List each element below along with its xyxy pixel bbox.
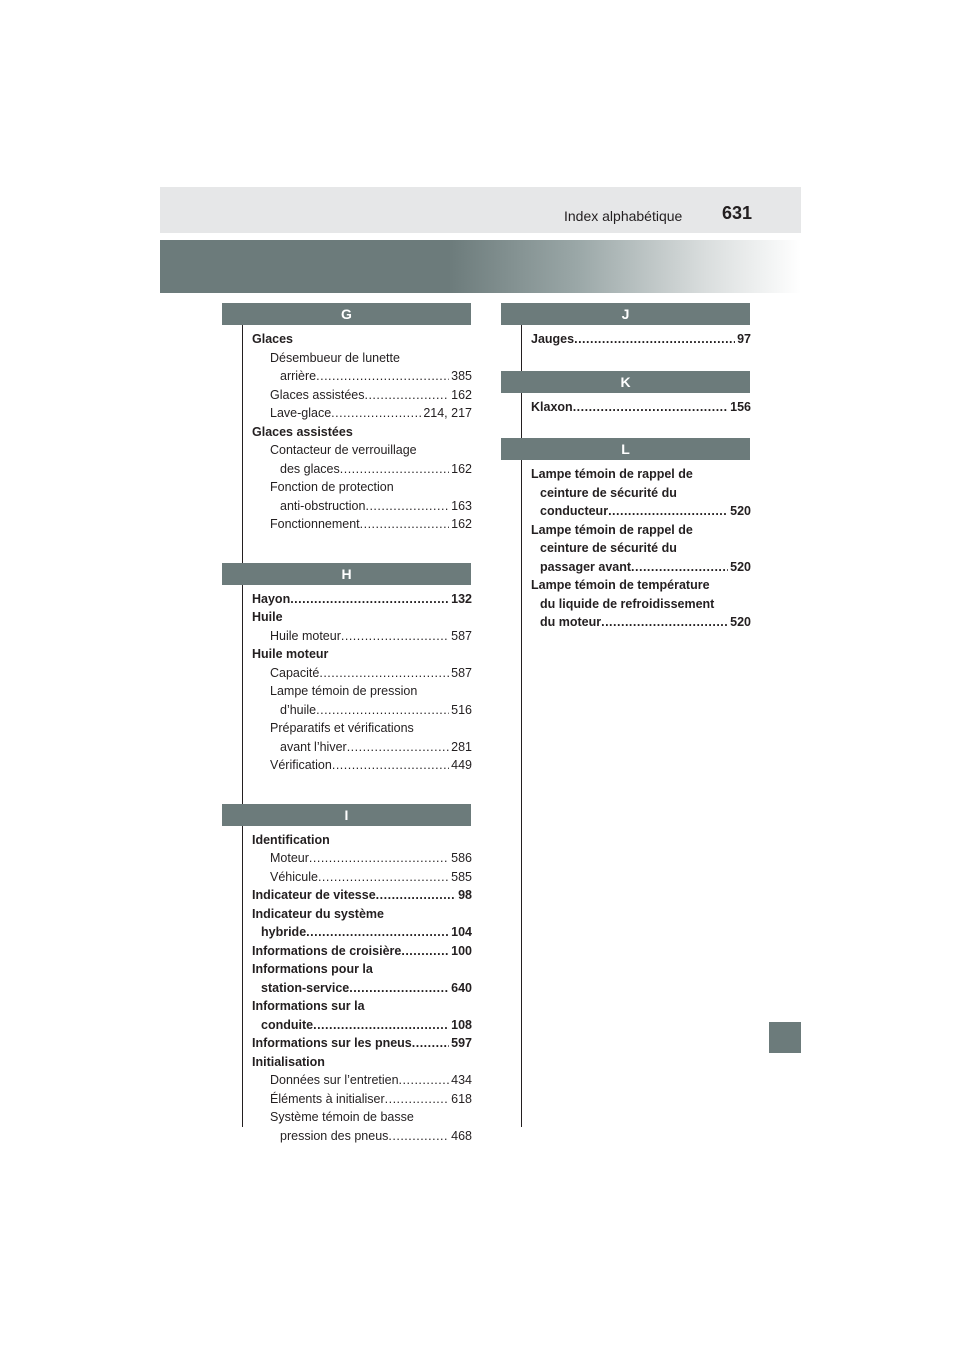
- entry-text: Vérification: [270, 758, 332, 772]
- index-entry: [252, 997, 472, 1016]
- letter-header-k: K: [501, 371, 750, 393]
- entry-text: Désembueur de lunette: [270, 350, 400, 365]
- index-entry: [252, 682, 472, 701]
- index-entry: [252, 1090, 472, 1109]
- index-entry: [252, 404, 472, 423]
- entry-text: Glaces assistées: [252, 424, 353, 439]
- chapter-band: [160, 240, 801, 293]
- index-entry: [252, 923, 472, 942]
- entry-text: Informations pour la: [252, 962, 373, 976]
- index-entry: [252, 664, 472, 683]
- entries-j: [521, 325, 751, 349]
- page-ref: 468: [451, 1128, 472, 1143]
- entry-text: Hayon: [252, 591, 291, 606]
- entry-text: Lampe témoin de rappel de: [531, 467, 693, 481]
- index-entry: [252, 515, 472, 534]
- index-entry: [252, 868, 472, 887]
- chapter-tab: [769, 1022, 801, 1053]
- letter-header-h: H: [222, 563, 471, 585]
- index-entry: [252, 979, 472, 998]
- section-title: Index alphabétique: [564, 208, 683, 224]
- entry-text: Lampe témoin de rappel de: [531, 522, 693, 537]
- entry-text: Contacteur de verrouillage: [270, 443, 417, 457]
- index-entry: [252, 645, 472, 664]
- index-entry: [531, 398, 751, 417]
- index-entry: [531, 484, 751, 503]
- page-ref: 214, 217: [423, 406, 472, 420]
- entries-l: [521, 460, 751, 632]
- entry-text: Fonction de protection: [270, 480, 394, 494]
- index-entry: [531, 330, 751, 349]
- index-entry: [531, 539, 751, 558]
- index-entry: [531, 502, 751, 521]
- index-entry: [252, 756, 472, 775]
- entry-text: Capacité: [270, 665, 320, 680]
- page-ref: 385: [451, 369, 472, 383]
- entries-i: [242, 826, 472, 1146]
- index-entry: [252, 1053, 472, 1072]
- index-entry: [252, 1016, 472, 1035]
- index-entry: [252, 831, 472, 850]
- entry-text: conducteur: [540, 504, 609, 518]
- index-entry: [252, 960, 472, 979]
- entry-text: hybride: [261, 925, 307, 939]
- index-entry: [252, 905, 472, 924]
- entry-text: Lampe témoin de température: [531, 578, 710, 592]
- index-entry: [252, 590, 472, 609]
- entry-text: Glaces: [252, 332, 294, 346]
- index-entry: [252, 719, 472, 738]
- entry-text: arrière: [280, 369, 317, 383]
- entries-h: [242, 585, 472, 775]
- entries-g: [242, 325, 472, 534]
- index-entry: [252, 1108, 472, 1127]
- index-entry: [252, 423, 472, 442]
- entry-text: Lave-glace: [270, 406, 332, 420]
- page-ref: 640: [451, 980, 472, 995]
- page-ref: 449: [451, 758, 472, 772]
- entry-text: conduite: [261, 1017, 314, 1032]
- page-ref: 520: [730, 615, 751, 629]
- page-ref: 98: [458, 888, 472, 902]
- header-band: [160, 187, 801, 233]
- index-entry: [531, 576, 751, 595]
- index-entry: [531, 558, 751, 577]
- entry-text: passager avant: [540, 559, 632, 574]
- index-entry: [252, 330, 472, 349]
- entry-text: Indicateur de vitesse: [252, 888, 376, 902]
- page-ref: 281: [451, 739, 472, 754]
- index-entry: [252, 701, 472, 720]
- page-ref: 516: [451, 702, 472, 717]
- entry-text: du liquide de refroidissement: [540, 596, 715, 611]
- entry-text: ceinture de sécurité du: [540, 541, 677, 555]
- letter-header-j: J: [501, 303, 750, 325]
- index-entry: [252, 349, 472, 368]
- index-entry: [252, 386, 472, 405]
- entry-text: Informations de croisière: [252, 943, 402, 958]
- entry-text: Klaxon: [531, 399, 573, 414]
- page-ref: 597: [451, 1036, 472, 1050]
- page-ref: 162: [451, 517, 472, 531]
- entry-text: du moteur: [540, 615, 602, 629]
- entry-text: Véhicule: [270, 869, 318, 884]
- page-ref: 586: [451, 851, 472, 865]
- letter-header-g: G: [222, 303, 471, 325]
- entry-text: des glaces: [280, 461, 340, 476]
- page-ref: 104: [451, 925, 472, 939]
- index-entry: [531, 521, 751, 540]
- index-entry: [252, 497, 472, 516]
- page-ref: 520: [730, 504, 751, 518]
- entry-text: Moteur: [270, 851, 309, 865]
- index-entry: [252, 478, 472, 497]
- entry-text: Lampe témoin de pression: [270, 684, 418, 698]
- page-ref: 618: [451, 1091, 472, 1106]
- page-ref: 434: [451, 1073, 472, 1087]
- left-column: [242, 303, 472, 1145]
- entry-text: Huile moteur: [270, 628, 341, 643]
- index-entry: [252, 942, 472, 961]
- letter-header-l: L: [501, 438, 750, 460]
- page-ref: 587: [451, 665, 472, 680]
- entry-text: Éléments à initialiser: [270, 1091, 385, 1106]
- letter-header-i: I: [222, 804, 471, 826]
- index-entry: [252, 441, 472, 460]
- page-ref: 108: [451, 1017, 472, 1032]
- index-entry: [252, 627, 472, 646]
- entry-text: Jauges: [531, 332, 575, 346]
- right-column: [521, 303, 751, 632]
- entry-text: Informations sur la: [252, 999, 365, 1013]
- entry-text: d’huile: [280, 702, 317, 717]
- page-ref: 520: [730, 559, 751, 574]
- page-ref: 132: [451, 591, 472, 606]
- page-ref: 587: [451, 628, 472, 643]
- entry-text: pression des pneus: [280, 1128, 389, 1143]
- page-ref: 156: [730, 399, 751, 414]
- page-ref: 585: [451, 869, 472, 884]
- page-number: 631: [722, 203, 753, 223]
- entry-text: anti-obstruction: [280, 498, 366, 513]
- entry-text: ceinture de sécurité du: [540, 485, 677, 500]
- entry-text: Fonctionnement: [270, 517, 360, 531]
- entries-k: [521, 393, 751, 417]
- entry-text: station-service: [261, 980, 350, 995]
- entry-text: Glaces assistées: [270, 387, 365, 402]
- page-ref: 97: [737, 332, 751, 346]
- entry-text: Initialisation: [252, 1054, 325, 1069]
- entry-text: Huile moteur: [252, 647, 329, 661]
- entry-text: Système témoin de basse: [270, 1110, 414, 1124]
- index-entry: [531, 595, 751, 614]
- entry-text: avant l’hiver: [280, 739, 347, 754]
- entry-text: Huile: [252, 610, 283, 624]
- index-entry: [252, 738, 472, 757]
- index-entry: [252, 367, 472, 386]
- index-entry: [252, 1071, 472, 1090]
- index-entry: [531, 465, 751, 484]
- index-entry: [252, 1034, 472, 1053]
- index-entry: [252, 849, 472, 868]
- index-entry: [252, 1127, 472, 1146]
- entry-text: Données sur l’entretien: [270, 1073, 399, 1087]
- page-ref: 162: [451, 387, 472, 402]
- entry-text: Indicateur du système: [252, 906, 384, 921]
- page-ref: 163: [451, 498, 472, 513]
- entry-text: Préparatifs et vérifications: [270, 721, 414, 735]
- index-entry: [531, 613, 751, 632]
- page-ref: 100: [451, 943, 472, 958]
- page-ref: 162: [451, 461, 472, 476]
- entry-text: Identification: [252, 832, 330, 847]
- entry-text: Informations sur les pneus: [252, 1036, 412, 1050]
- index-entry: [252, 460, 472, 479]
- index-entry: [252, 886, 472, 905]
- index-entry: [252, 608, 472, 627]
